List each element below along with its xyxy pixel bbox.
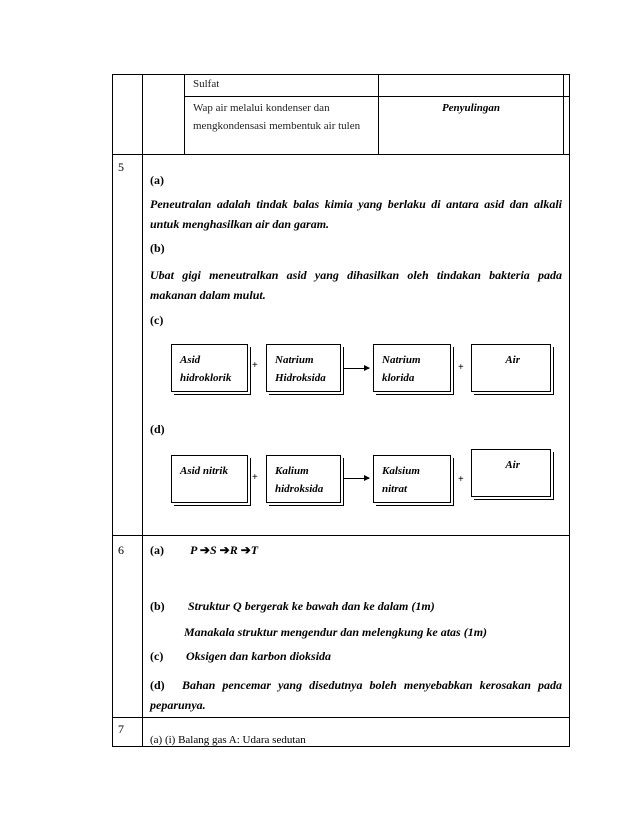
cell-penyulingan: Penyulingan [441, 102, 501, 114]
q6a-sequence [190, 540, 258, 560]
q6-number: 6 [118, 543, 124, 557]
q6c-label: (c) [150, 649, 164, 663]
reactant-box-alkali-d [266, 455, 341, 503]
seq-item: S [209, 543, 217, 557]
box-label: Kalium hidroksida [275, 465, 324, 495]
seq-item: P [190, 543, 197, 557]
reactant-box-alkali-c [266, 344, 341, 392]
reactant-box-acid-c [171, 344, 248, 392]
product-box-water-c [471, 344, 551, 392]
q5b-text: Ubat gigi meneutralkan asid yang dihasilkan oleh tindakan bakteria pada makanan dalam mulut. [150, 268, 562, 302]
table-left-border [112, 74, 113, 747]
q5-number: 5 [118, 160, 124, 174]
q7-number: 7 [118, 722, 124, 736]
seq-item: T [250, 543, 259, 557]
product-box-salt-d [373, 455, 451, 503]
q5a-label: (a) [150, 173, 164, 187]
product-box-water-d [471, 449, 551, 497]
arrow-right-icon: ➔ [199, 543, 210, 557]
box-label: Asid hidroklorik [180, 354, 232, 384]
table-row-divider-q5 [112, 154, 570, 155]
q6c-text: Oksigen dan karbon dioksida [186, 649, 332, 663]
table-inner-col-divider-2 [378, 74, 379, 155]
box-label: Air [505, 459, 520, 471]
q6d-text: Bahan pencemar yang disedutnya boleh menyebabkan kerosakan pada peparunya. [150, 678, 562, 712]
plus-sign: + [252, 472, 258, 483]
table-inner-right-border [563, 74, 564, 155]
reaction-arrow-icon [343, 368, 369, 369]
q5c-label: (c) [150, 313, 164, 327]
box-label: Natrium Hidroksida [275, 354, 326, 384]
table-col-divider [142, 74, 143, 747]
q7a-text: (a) (i) Balang gas A: Udara sedutan [150, 734, 306, 746]
table-inner-col-divider [184, 74, 185, 155]
table-row-divider-q6 [112, 535, 570, 536]
table-right-border [569, 74, 570, 747]
plus-sign: + [252, 360, 258, 371]
reaction-arrow-icon [343, 478, 369, 479]
q5d-label: (d) [150, 422, 165, 436]
product-box-salt-c [373, 344, 451, 392]
box-label: Kalsium nitrat [382, 465, 420, 495]
box-label: Natrium klorida [382, 354, 421, 384]
seq-item: R [229, 543, 238, 557]
table-row-divider [184, 96, 570, 97]
q6b-label: (b) [150, 599, 165, 613]
plus-sign: + [458, 362, 464, 373]
arrow-right-icon: ➔ [240, 543, 251, 557]
cell-sulfat: Sulfat [193, 78, 220, 90]
q6a-label: (a) [150, 543, 164, 557]
box-label: Air [505, 354, 520, 366]
q6b-text2: Manakala struktur mengendur dan melengkung ke atas (1m) [184, 625, 488, 639]
q5a-text: Peneutralan adalah tindak balas kimia yang berlaku di antara asid dan alkali untuk menghasilkan air dan garam. [150, 197, 562, 231]
q5b-label: (b) [150, 241, 165, 255]
q6d-label: (d) [150, 678, 165, 692]
reactant-box-acid-d [171, 455, 248, 503]
arrow-right-icon: ➔ [219, 543, 230, 557]
table-row-divider-q7 [112, 717, 570, 718]
q6b-text1: Struktur Q bergerak ke bawah dan ke dalam (1m) [188, 599, 435, 613]
plus-sign: + [458, 474, 464, 485]
cell-wap-air: Wap air melalui kondenser dan mengkondensasi membentuk air tulen [193, 102, 361, 132]
box-label: Asid nitrik [180, 465, 228, 477]
